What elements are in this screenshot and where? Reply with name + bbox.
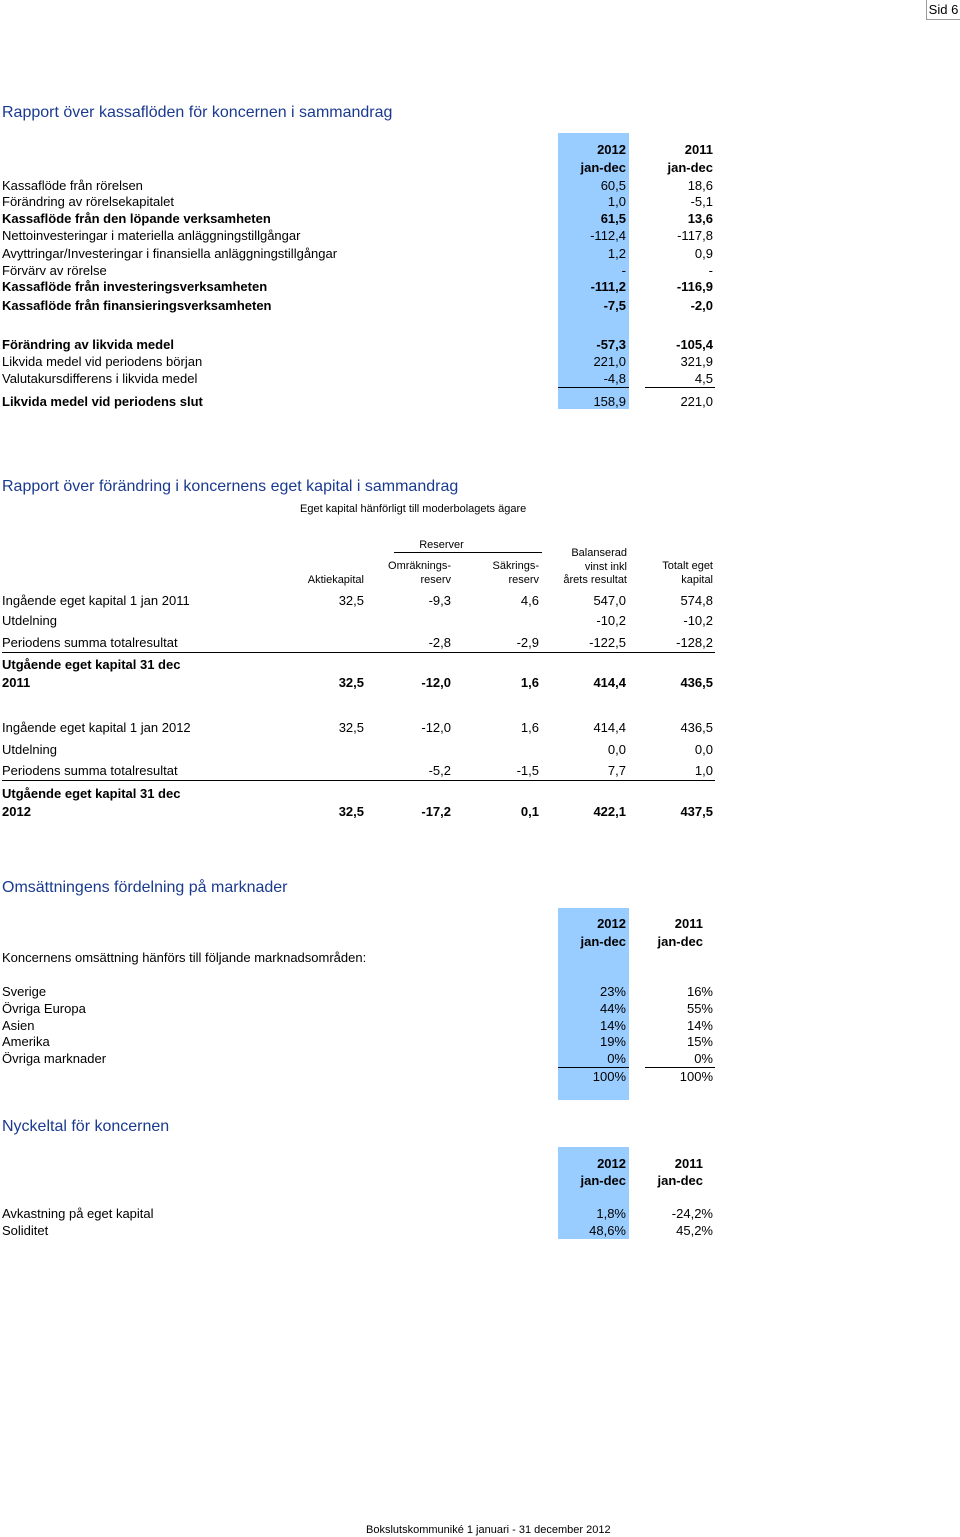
keyfigure-row <box>0 1222 960 1239</box>
value-2011: 0,9 <box>694 246 713 261</box>
underline <box>394 552 542 553</box>
value-2012: 44% <box>599 1001 626 1016</box>
total-value: -128,2 <box>676 635 713 650</box>
row-label: Soliditet <box>2 1223 49 1238</box>
reserver-header: Reserver <box>419 539 464 551</box>
value-2012: 0% <box>607 1051 626 1066</box>
equity-row <box>0 612 960 630</box>
cashflow-row <box>0 210 960 227</box>
intro-text: Koncernens omsättning hänförs till följande marknadsområden: <box>2 950 367 965</box>
row-label: Förändring av likvida medel <box>2 337 174 352</box>
aktiekapital-value: 32,5 <box>338 720 364 735</box>
aktiekapital-value: 32,5 <box>338 675 364 690</box>
total-value: 1,0 <box>694 763 713 778</box>
row-label: Kassaflöde från rörelsen <box>2 178 143 193</box>
value-2012: 19% <box>599 1034 626 1049</box>
cashflow-row <box>0 227 960 244</box>
balanserad-value: 414,4 <box>593 675 626 690</box>
row-label: Asien <box>2 1018 35 1033</box>
value-2012: 1,0 <box>607 194 626 209</box>
col-omrakning-1: Omräknings- <box>388 560 451 572</box>
markets-col2-year: 2011 <box>674 916 703 931</box>
markets-intro <box>0 949 960 966</box>
row-label: Övriga marknader <box>2 1051 107 1066</box>
aktiekapital-value: 32,5 <box>338 593 364 608</box>
value-2011: -2,0 <box>690 298 713 313</box>
row-label: Nettoinvesteringar i materiella anläggningstillgångar <box>2 228 301 243</box>
cashflow-col1-year: 2012 <box>597 142 626 157</box>
total-value: 436,5 <box>680 720 713 735</box>
cashflow-row <box>0 393 960 410</box>
equity-row-label-line <box>0 656 960 674</box>
equity-title: Rapport över förändring i koncernens eget kapital i sammandrag <box>2 478 459 495</box>
row-label: Utgående eget kapital 31 dec <box>2 786 181 801</box>
total-value: 437,5 <box>680 804 713 819</box>
value-2012: 158,9 <box>593 394 626 409</box>
markets-col1-period: jan-dec <box>580 934 626 949</box>
balanserad-value: -122,5 <box>589 635 626 650</box>
market-row <box>0 1050 960 1067</box>
value-2012: -57,3 <box>596 337 626 352</box>
value-2012: 1,8% <box>596 1206 626 1221</box>
equity-row <box>0 741 960 759</box>
value-2011: -105,4 <box>676 337 713 352</box>
row-label: Likvida medel vid periodens början <box>2 354 203 369</box>
underline <box>558 387 629 388</box>
value-2012: -111,2 <box>590 279 626 294</box>
balanserad-value: 7,7 <box>607 763 626 778</box>
row-label: Avyttringar/Investeringar i finansiella anläggningstillgångar <box>2 246 338 261</box>
value-2012: - <box>621 263 626 278</box>
row-label: Amerika <box>2 1034 50 1049</box>
keyfigures-col2-year: 2011 <box>674 1156 703 1171</box>
value-2011: 221,0 <box>680 394 713 409</box>
value-2012: 221,0 <box>593 354 626 369</box>
value-2011: 15% <box>686 1034 713 1049</box>
row-label: Avkastning på eget kapital <box>2 1206 154 1221</box>
cashflow-col1-period: jan-dec <box>580 160 626 175</box>
row-label: Övriga Europa <box>2 1001 86 1016</box>
total-value: 0,0 <box>694 742 713 757</box>
keyfigures-col2-period: jan-dec <box>657 1173 703 1188</box>
row-label: Kassaflöde från finansieringsverksamheten <box>2 298 272 313</box>
market-row <box>0 983 960 1000</box>
cashflow-row <box>0 353 960 370</box>
col-balanserad-3: årets resultat <box>563 574 627 586</box>
balanserad-value: 547,0 <box>593 593 626 608</box>
equity-row <box>0 592 960 610</box>
value-2011: -5,1 <box>690 194 713 209</box>
total-value: 436,5 <box>680 675 713 690</box>
row-label: Likvida medel vid periodens slut <box>2 394 203 409</box>
value-2012: 23% <box>599 984 626 999</box>
value-2012: 48,6% <box>589 1223 626 1238</box>
cashflow-row <box>0 245 960 262</box>
underline <box>2 652 715 653</box>
balanserad-value: 0,0 <box>607 742 626 757</box>
value-2011: -117,8 <box>677 228 713 243</box>
value-2011: 14% <box>686 1018 713 1033</box>
value-2011: 45,2% <box>676 1223 713 1238</box>
balanserad-value: 414,4 <box>593 720 626 735</box>
omrakning-value: -12,0 <box>421 720 451 735</box>
row-label: Periodens summa totalresultat <box>2 763 178 778</box>
value-2012: -7,5 <box>603 298 626 313</box>
row-label: Utdelning <box>2 613 57 628</box>
col-totalt-2: kapital <box>681 574 713 586</box>
row-label: Ingående eget kapital 1 jan 2011 <box>2 593 190 608</box>
equity-row <box>0 719 960 737</box>
row-label: Kassaflöde från investeringsverksamheten <box>2 279 268 294</box>
col-sakring-1: Säkrings- <box>492 560 539 572</box>
omrakning-value: -9,3 <box>428 593 451 608</box>
row-label: Utgående eget kapital 31 dec <box>2 657 181 672</box>
keyfigures-col1-year: 2012 <box>597 1156 626 1171</box>
underline <box>645 387 715 388</box>
col-balanserad-1: Balanserad <box>571 547 627 559</box>
cashflow-row <box>0 262 960 279</box>
sakring-value: 0,1 <box>520 804 539 819</box>
value-2012: -112,4 <box>590 228 626 243</box>
equity-row <box>0 674 960 692</box>
total-value: -10,2 <box>683 613 713 628</box>
row-label: Utdelning <box>2 742 57 757</box>
row-label: Förvärv av rörelse <box>2 263 107 278</box>
markets-col2-period: jan-dec <box>657 934 703 949</box>
value-2012: 14% <box>599 1018 626 1033</box>
value-2011: 0% <box>694 1051 713 1066</box>
equity-subtitle: Eget kapital hänförligt till moderbolagets ägare <box>300 503 527 515</box>
col-sakring-2: reserv <box>508 574 539 586</box>
row-label: Kassaflöde från den löpande verksamheten <box>2 211 271 226</box>
row-label: Ingående eget kapital 1 jan 2012 <box>2 720 191 735</box>
aktiekapital-value: 32,5 <box>338 804 364 819</box>
row-label: Valutakursdifferens i likvida medel <box>2 371 198 386</box>
omrakning-value: -12,0 <box>421 675 451 690</box>
cashflow-row <box>0 336 960 353</box>
value-2011: 18,6 <box>687 178 713 193</box>
cashflow-row <box>0 193 960 210</box>
equity-row <box>0 634 960 652</box>
col-balanserad-2: vinst inkl <box>584 561 627 573</box>
value-2012: -4,8 <box>603 371 626 386</box>
omrakning-value: -5,2 <box>428 763 451 778</box>
cashflow-title: Rapport över kassaflöden för koncernen i sammandrag <box>2 104 393 121</box>
equity-row-label-line <box>0 785 960 803</box>
value-2011: 13,6 <box>687 211 713 226</box>
markets-col1-year: 2012 <box>597 916 626 931</box>
market-row <box>0 1017 960 1034</box>
value-2011: 4,5 <box>694 371 713 386</box>
row-label: Periodens summa totalresultat <box>2 635 178 650</box>
omrakning-value: -2,8 <box>428 635 451 650</box>
cashflow-row <box>0 278 960 295</box>
balanserad-value: 422,1 <box>593 804 626 819</box>
underline <box>2 780 715 781</box>
sakring-value: 4,6 <box>520 593 539 608</box>
page-footer: Bokslutskommuniké 1 januari - 31 december 2012 <box>366 1524 611 1536</box>
balanserad-value: -10,2 <box>596 613 626 628</box>
page-number: Sid 6 <box>926 0 960 20</box>
value-2012: 61,5 <box>600 211 626 226</box>
keyfigures-col1-period: jan-dec <box>580 1173 626 1188</box>
col-aktiekapital: Aktiekapital <box>307 574 364 586</box>
equity-row <box>0 762 960 780</box>
equity-row <box>0 803 960 821</box>
markets-title: Omsättningens fördelning på marknader <box>2 879 288 896</box>
market-row <box>0 1000 960 1017</box>
sakring-value: -1,5 <box>516 763 539 778</box>
cashflow-row <box>0 370 960 387</box>
cashflow-row <box>0 177 960 194</box>
row-label: 2011 <box>2 675 31 690</box>
col-omrakning-2: reserv <box>420 574 451 586</box>
total-2011: 100% <box>679 1069 713 1084</box>
keyfigures-title: Nyckeltal för koncernen <box>2 1118 170 1135</box>
row-label: Förändring av rörelsekapitalet <box>2 194 174 209</box>
cashflow-col2-year: 2011 <box>684 142 713 157</box>
omrakning-value: -17,2 <box>421 804 451 819</box>
value-2011: 55% <box>686 1001 713 1016</box>
value-2012: 1,2 <box>607 246 626 261</box>
value-2011: - <box>708 263 713 278</box>
cashflow-row <box>0 297 960 314</box>
market-row <box>0 1033 960 1050</box>
sakring-value: -2,9 <box>516 635 539 650</box>
sakring-value: 1,6 <box>520 675 539 690</box>
total-value: 574,8 <box>680 593 713 608</box>
cashflow-col2-period: jan-dec <box>667 160 713 175</box>
value-2012: 60,5 <box>600 178 626 193</box>
keyfigure-row <box>0 1205 960 1222</box>
market-total-row <box>0 1068 960 1085</box>
value-2011: 16% <box>686 984 713 999</box>
row-label: 2012 <box>2 804 31 819</box>
value-2011: 321,9 <box>680 354 713 369</box>
value-2011: -24,2% <box>671 1206 713 1221</box>
total-2012: 100% <box>592 1069 626 1084</box>
value-2011: -116,9 <box>676 279 713 294</box>
sakring-value: 1,6 <box>520 720 539 735</box>
row-label: Sverige <box>2 984 47 999</box>
col-totalt-1: Totalt eget <box>662 560 713 572</box>
